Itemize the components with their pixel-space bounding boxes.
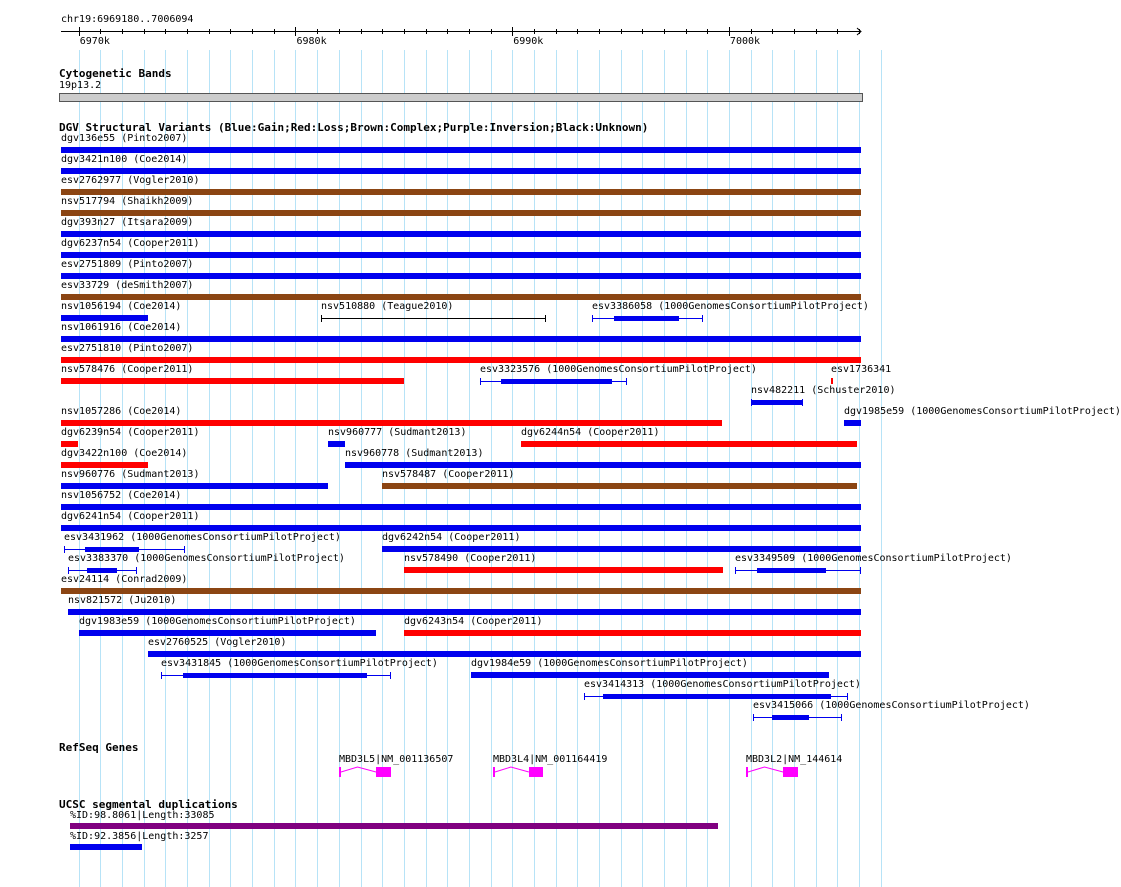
variant-label: esv2760525 (Vogler2010) [148,637,287,648]
variant-label: nsv482211 (Schuster2010) [751,385,896,396]
variant-label: dgv1985e59 (1000GenomesConsortiumPilotProject) [844,406,1121,417]
variant-label: esv3323576 (1000GenomesConsortiumPilotProject) [480,364,757,375]
dgv-track-title: DGV Structural Variants (Blue:Gain;Red:Loss;Brown:Complex;Purple:Inversion;Black:Unknown) [59,121,649,134]
variant-range-end-tick[interactable] [184,546,185,553]
variant-bar[interactable] [471,672,829,678]
variant-range-end-tick[interactable] [847,693,848,700]
variant-label: esv3431845 (1000GenomesConsortiumPilotProject) [161,658,438,669]
variant-label: nsv1056752 (Coe2014) [61,490,182,501]
gene-intron [746,766,798,778]
coordinate-ruler [0,27,890,49]
variant-bar[interactable] [61,420,722,426]
variant-label: nsv510880 (Teague2010) [321,301,454,312]
variant-bar[interactable] [614,316,679,321]
variant-bar[interactable] [85,547,139,552]
variant-bar[interactable] [382,483,857,489]
variant-bar[interactable] [831,378,833,384]
variant-label: dgv1984e59 (1000GenomesConsortiumPilotProject) [471,658,748,669]
variant-range-end-tick[interactable] [68,567,69,574]
variant-label: esv3431962 (1000GenomesConsortiumPilotProject) [64,532,341,543]
variant-bar[interactable] [521,441,857,447]
cytoband-track-title: Cytogenetic Bands [59,67,172,80]
variant-bar[interactable] [87,568,117,573]
gene-label: MBD3L4|NM_001164419 [493,754,608,765]
variant-bar[interactable] [61,504,861,510]
variant-range-end-tick[interactable] [64,546,65,553]
variant-range-end-tick[interactable] [480,378,481,385]
ruler-tick-label: 6990k [513,36,544,47]
variant-bar[interactable] [183,673,367,678]
variant-label: esv3349509 (1000GenomesConsortiumPilotProject) [735,553,1012,564]
variant-range-end-tick[interactable] [702,315,703,322]
cytoband-label: 19p13.2 [59,80,102,91]
variant-label: esv33729 (deSmith2007) [61,280,194,291]
variant-bar[interactable] [148,651,861,657]
variant-label: nsv960776 (Sudmant2013) [61,469,200,480]
variant-bar[interactable] [328,441,345,447]
variant-bar[interactable] [61,252,861,258]
variant-label: dgv3422n100 (Coe2014) [61,448,188,459]
ruler-tick-label: 7000k [729,36,761,47]
variant-bar[interactable] [61,588,861,594]
variant-range-end-tick[interactable] [592,315,593,322]
variant-range-end-tick[interactable] [390,672,391,679]
variant-label: nsv821572 (Ju2010) [68,595,177,606]
segdup-track-title: UCSC segmental duplications [59,798,238,811]
variant-label: nsv578490 (Cooper2011) [404,553,537,564]
variant-label: esv24114 (Conrad2009) [61,574,188,585]
variant-label: dgv3421n100 (Coe2014) [61,154,188,165]
variant-label: esv3415066 (1000GenomesConsortiumPilotProject) [753,700,1030,711]
gene-intron [339,766,391,778]
variant-bar[interactable] [61,231,861,237]
variant-label: dgv6243n54 (Cooper2011) [404,616,543,627]
variant-bar[interactable] [61,378,404,384]
variant-range-end-tick[interactable] [860,567,861,574]
gene-intron [493,766,543,778]
variant-label: dgv136e55 (Pinto2007) [61,133,188,144]
variant-bar[interactable] [61,483,328,489]
variant-bar[interactable] [404,567,723,573]
segdup-label: %ID:92.3856|Length:3257 [70,831,209,842]
variant-bar[interactable] [382,546,861,552]
variant-range-end-tick[interactable] [841,714,842,721]
variant-bar[interactable] [61,525,861,531]
gene-label: MBD3L5|NM_001136507 [339,754,454,765]
variant-label: esv3386058 (1000GenomesConsortiumPilotProject) [592,301,869,312]
segdup-bar[interactable] [70,823,718,829]
variant-bar[interactable] [772,715,809,720]
variant-bar[interactable] [61,168,861,174]
segdup-bar[interactable] [70,844,142,850]
variant-bar[interactable] [501,379,612,384]
variant-label: esv2751809 (Pinto2007) [61,259,194,270]
variant-label: esv2751810 (Pinto2007) [61,343,194,354]
variant-bar[interactable] [61,210,861,216]
variant-label: nsv578476 (Cooper2011) [61,364,194,375]
variant-bar[interactable] [844,420,861,426]
variant-bar[interactable] [61,336,861,342]
variant-bar[interactable] [61,315,148,321]
variant-label: esv1736341 [831,364,892,375]
ruler-tick-label: 6980k [296,36,327,47]
segdup-label: %ID:98.8061|Length:33085 [70,810,215,821]
variant-label: dgv393n27 (Itsara2009) [61,217,194,228]
gene-label: MBD3L2|NM_144614 [746,754,843,765]
variant-bar[interactable] [345,462,861,468]
variant-range-end-tick[interactable] [735,567,736,574]
variant-label: dgv1983e59 (1000GenomesConsortiumPilotProject) [79,616,356,627]
variant-bar[interactable] [404,630,861,636]
variant-label: esv2762977 (Vogler2010) [61,175,200,186]
variant-bar[interactable] [603,694,831,699]
variant-label: nsv1061916 (Coe2014) [61,322,182,333]
variant-label: nsv578487 (Cooper2011) [382,469,515,480]
variant-bar[interactable] [61,273,861,279]
variant-bar[interactable] [751,400,803,405]
variant-range-end-tick[interactable] [584,693,585,700]
ruler-tick-label: 6970k [79,36,110,47]
variant-bar[interactable] [61,189,861,195]
variant-label: dgv6237n54 (Cooper2011) [61,238,200,249]
variant-range-end-tick[interactable] [753,714,754,721]
variant-range-end-tick[interactable] [161,672,162,679]
variant-bar[interactable] [79,630,376,636]
variant-label: esv3383370 (1000GenomesConsortiumPilotProject) [68,553,345,564]
variant-bar[interactable] [757,568,826,573]
variant-range-end-tick[interactable] [321,315,322,322]
variant-label: nsv1057286 (Coe2014) [61,406,182,417]
ruler-range-label: chr19:6969180..7006094 [61,14,194,25]
variant-label: dgv6242n54 (Cooper2011) [382,532,521,543]
variant-bar[interactable] [68,609,861,615]
variant-bar[interactable] [61,357,861,363]
variant-bar[interactable] [61,147,861,153]
variant-label: nsv960777 (Sudmant2013) [328,427,467,438]
variant-range-end-tick[interactable] [626,378,627,385]
cytoband-bar[interactable] [59,93,863,102]
refseq-track-title: RefSeq Genes [59,741,139,754]
variant-label: nsv1056194 (Coe2014) [61,301,182,312]
variant-label: esv3414313 (1000GenomesConsortiumPilotProject) [584,679,861,690]
variant-range-end-tick[interactable] [136,567,137,574]
variant-bar[interactable] [61,294,861,300]
variant-label: nsv960778 (Sudmant2013) [345,448,484,459]
variant-label: dgv6239n54 (Cooper2011) [61,427,200,438]
variant-bar[interactable] [61,441,78,447]
variant-bar[interactable] [61,462,148,468]
variant-label: nsv517794 (Shaikh2009) [61,196,194,207]
variant-range-end-tick[interactable] [545,315,546,322]
variant-label: dgv6241n54 (Cooper2011) [61,511,200,522]
variant-label: dgv6244n54 (Cooper2011) [521,427,660,438]
variant-range-line[interactable] [321,318,546,319]
